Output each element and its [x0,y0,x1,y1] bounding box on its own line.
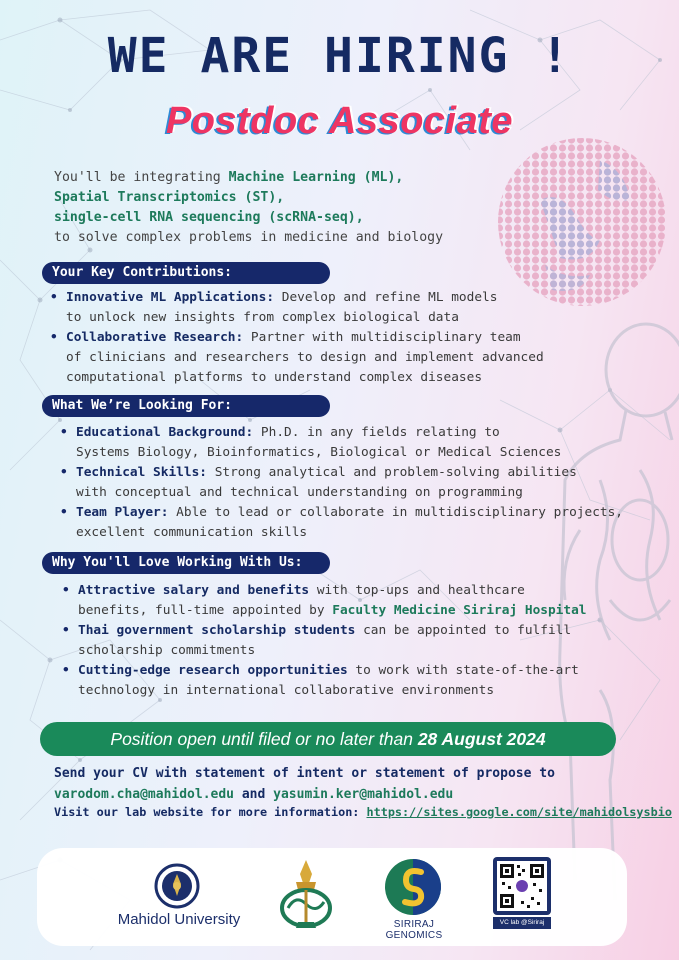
email-link-yasumin[interactable]: yasumin.ker@mahidol.edu [273,787,454,802]
item-title: Cutting-edge research opportunities [78,663,348,678]
lab-website-link[interactable]: https://sites.google.com/site/mahidolsysbio [366,805,672,819]
intro-scrna: single-cell RNA sequencing (scRNA-seq), [54,210,364,225]
item-text: with conceptual and technical understanding on programming [76,485,523,500]
item-text: Systems Biology, Bioinformatics, Biological or Medical Sciences [76,445,562,460]
siriraj-genomics-label: SIRIRAJ GENOMICS [385,919,443,941]
item-text: Strong analytical and problem-solving abilities [206,465,577,480]
list-item [50,328,544,348]
item-text: technology in international collaborative environments [78,683,495,698]
list-item [62,661,587,681]
mahidol-seal-logo [152,862,202,910]
email-link-varodom[interactable]: varodom.cha@mahidol.edu [54,787,235,802]
why-us-heading: Why You'll Love Working With Us: [42,552,330,574]
item-text: can be appointed to fulfill [355,623,572,638]
looking-for-heading: What We’re Looking For: [42,395,330,417]
item-title: Thai government scholarship students [78,623,356,638]
deadline-date: 28 August 2024 [417,729,546,749]
item-title: Innovative ML Applications: [66,290,275,305]
list-item [62,621,587,641]
lab-website-line [54,805,672,819]
item-text: scholarship commitments [78,643,256,658]
headline: WE ARE HIRING ! [107,28,572,84]
list-item [60,463,623,483]
item-title: Attractive salary and benefits [78,583,310,598]
why-us-list [62,581,587,701]
item-text-row [62,601,587,621]
contributions-heading: Your Key Contributions: [42,262,330,284]
item-text: excellent communication skills [76,525,308,540]
item-text: Partner with multidisciplinary team [243,330,521,345]
item-title: Technical Skills: [76,465,207,480]
faculty-siriraj-emblem-logo [274,856,338,932]
visit-text: Visit our lab website for more information: [54,805,367,819]
list-item [50,288,544,308]
apply-text: Send your CV with statement of intent or statement of propose to [54,766,555,781]
item-title: Team Player: [76,505,169,520]
item-title: Collaborative Research: [66,330,244,345]
list-item [60,423,623,443]
item-title: Educational Background: [76,425,254,440]
list-item [62,581,587,601]
item-text: of clinicians and researchers to design and implement advanced [66,350,544,365]
item-text: benefits, full-time appointed by [78,603,333,618]
intro-goal: to solve complex problems in medicine and biology [54,230,444,245]
deadline-banner [40,722,616,756]
looking-for-list [60,423,623,543]
qr-code-icon[interactable] [493,857,551,915]
item-text: Able to lead or collaborate in multidisciplinary projects, [168,505,624,520]
intro-prefix: You'll be integrating [54,170,229,185]
qr-caption: VC lab @Siriraj [493,917,551,929]
item-text: computational platforms to understand complex diseases [66,370,483,385]
siriraj-hospital-text: Faculty Medicine Siriraj Hospital [332,603,587,618]
list-item [60,503,623,523]
siriraj-genomics-logo [384,858,442,916]
tissue-hexagon-disc-graphic [498,138,666,306]
deadline-text: Position open until filed or no later than [110,729,418,749]
item-text: to work with state-of-the-art [347,663,579,678]
and-text: and [234,787,274,802]
item-text: with top-ups and healthcare [309,583,525,598]
item-text: Develop and refine ML models [274,290,498,305]
intro-text [54,168,443,248]
item-text: to unlock new insights from complex biological data [66,310,459,325]
position-title: Postdoc Associate [165,100,514,142]
contributions-list [50,288,544,388]
mahidol-university-label: Mahidol University [117,911,241,928]
apply-instructions [54,763,555,805]
intro-st: Spatial Transcriptomics (ST), [54,190,285,205]
item-text: Ph.D. in any fields relating to [253,425,500,440]
intro-ml: Machine Learning (ML), [228,170,404,185]
